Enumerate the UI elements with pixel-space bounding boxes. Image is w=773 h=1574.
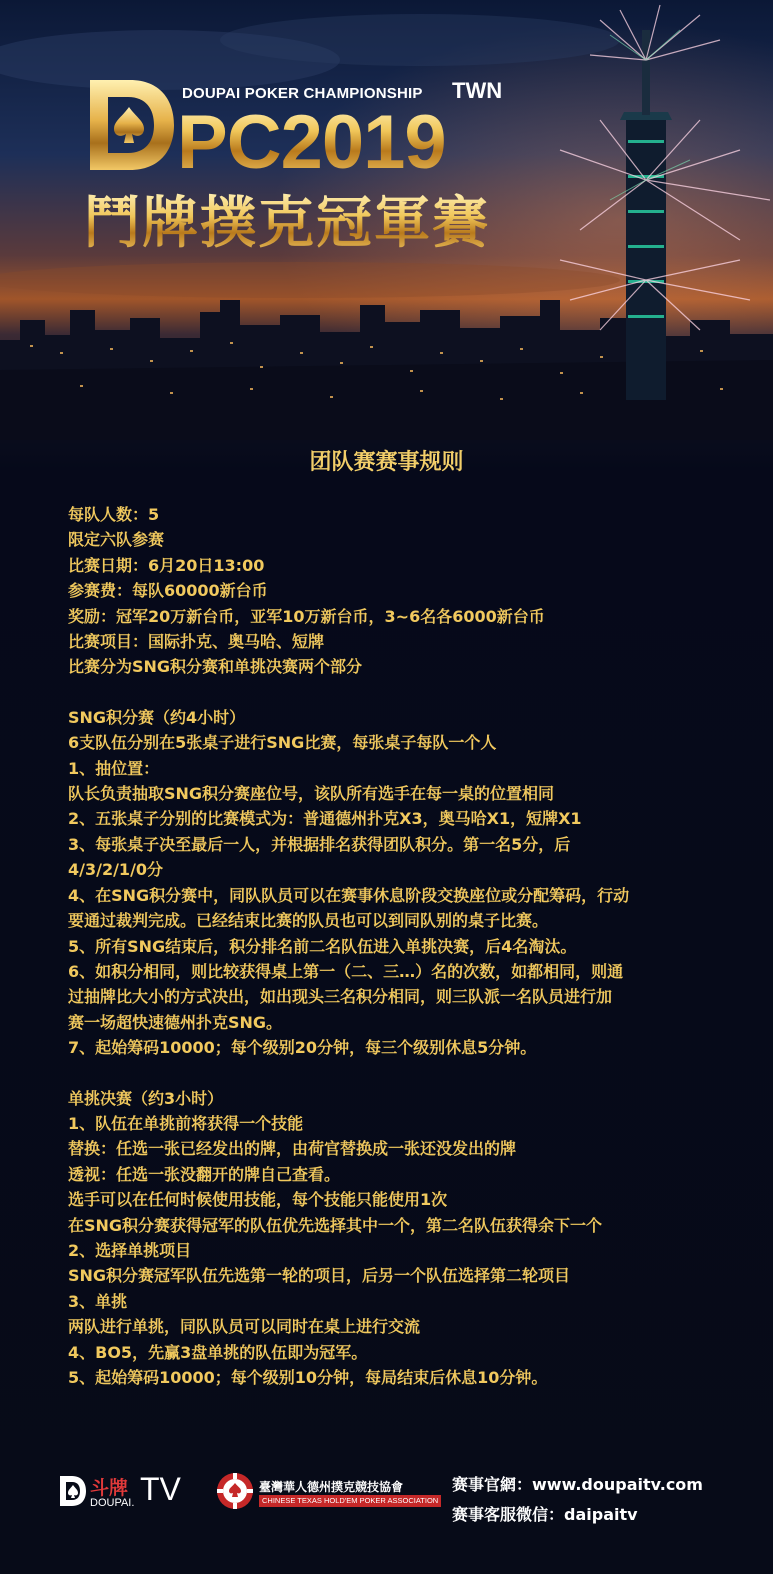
rule-line: 限定六队参赛 [68,530,165,550]
rules-body [68,502,728,1390]
spade-d-logo-icon [82,75,177,175]
rule-line: 过抽牌比大小的方式决出，如出现头三名积分相同，则三队派一名队员进行加 [68,987,613,1007]
region-label: TWN [452,78,503,103]
rule-line: 2、五张桌子分别的比赛模式为：普通德州扑克X3，奥马哈X1，短牌X1 [68,809,582,829]
official-site-line: 赛事官網：www.doupaitv.com [452,1475,703,1494]
doupai-d-icon [58,1473,88,1509]
rule-line: 4/3/2/1/0分 [68,860,164,880]
rule-line: 参赛费：每队60000新台币 [68,581,268,601]
rule-line: 3、每张桌子决至最后一人，并根据排名获得团队积分。第一名5分，后 [68,834,571,854]
contact-info [452,1470,703,1530]
rule-line: 5、所有SNG结束后，积分排名前二名队伍进入单挑决赛，后4名淘汰。 [68,936,577,956]
rule-line: 赛一场超快速德州扑克SNG。 [68,1012,283,1032]
rule-line: 4、在SNG积分赛中，同队队员可以在赛事休息阶段交换座位或分配筹码，行动 [68,885,630,905]
rule-line: 奖励：冠军20万新台币，亚军10万新台币，3~6名各6000新台币 [68,606,545,626]
rule-line: 1、抽位置： [68,758,160,778]
rule-line: 4、BO5，先赢3盘单挑的队伍即为冠军。 [68,1342,368,1362]
association-logo [216,1472,439,1512]
hero-banner [0,0,773,440]
wechat-support-line: 赛事客服微信：daipaitv [452,1505,638,1524]
poker-chip-icon [216,1472,254,1510]
basic-info-list [68,502,728,680]
rule-line: 1、队伍在单挑前将获得一个技能 [68,1113,304,1133]
brand-chinese-name: 鬥牌撲克冠軍賽 [84,190,490,256]
rule-line: 比赛分为SNG积分赛和单挑决赛两个部分 [68,657,363,677]
section-spacer [68,1061,728,1086]
brand-year-mark: PC2019 [177,100,446,185]
rule-line: 替换：任选一张已经发出的牌，由荷官替换成一张还没发出的牌 [68,1139,517,1159]
final-section [68,1086,728,1391]
tv-logo-wordmark: TV [140,1471,181,1507]
brand-english-name: DOUPAI POKER CHAMPIONSHIP [182,85,423,102]
section-heading: 单挑决赛（约3小时） [68,1088,224,1108]
rule-line: 两队进行单挑，同队队员可以同时在桌上进行交流 [68,1317,421,1337]
event-logo [82,75,532,260]
rule-line: 队长负责抽取SNG积分赛座位号，该队所有选手在每一桌的位置相同 [68,784,555,804]
tv-logo-english: DOUPAI. [90,1497,135,1509]
sng-section [68,705,728,1061]
association-english-name: CHINESE TEXAS HOLD'EM POKER ASSOCIATION [259,1495,441,1507]
rules-title: 团队赛赛事规则 [309,450,464,475]
association-chinese-name: 臺灣華人德州撲克競技協會 [259,1480,404,1494]
doupai-tv-logo [58,1473,198,1515]
section-heading: SNG积分赛（约4小时） [68,707,246,727]
tv-logo-chinese: 斗牌 [90,1477,129,1499]
rule-line: 6支队伍分别在5张桌子进行SNG比赛，每张桌子每队一个人 [68,733,497,753]
rule-line: 7、起始筹码10000；每个级别20分钟，每三个级别休息5分钟。 [68,1038,537,1058]
section-spacer [68,680,728,705]
rule-line: 每队人数：5 [68,505,160,524]
rule-line: 6、如积分相同，则比较获得桌上第一（二、三…）名的次数，如都相同，则通 [68,961,624,981]
rule-line: 透视：任选一张没翻开的牌自己查看。 [68,1164,341,1184]
rule-line: 要通过裁判完成。已经结束比赛的队员也可以到同队别的桌子比赛。 [68,911,549,931]
rule-line: 5、起始筹码10000；每个级别10分钟，每局结束后休息10分钟。 [68,1368,548,1387]
rule-line: 选手可以在任何时候使用技能，每个技能只能使用1次 [68,1190,448,1210]
rule-line: 比赛日期：6月20日13:00 [68,555,265,575]
footer [0,1460,773,1574]
rule-line: 2、选择单挑项目 [68,1240,192,1260]
rule-line: 在SNG积分赛获得冠军的队伍优先选择其中一个，第二名队伍获得余下一个 [68,1215,603,1235]
rule-line: 3、单挑 [68,1291,128,1311]
rule-line: 比赛项目：国际扑克、奥马哈、短牌 [68,632,325,652]
rule-line: SNG积分赛冠军队伍先选第一轮的项目，后另一个队伍选择第二轮项目 [68,1266,571,1286]
